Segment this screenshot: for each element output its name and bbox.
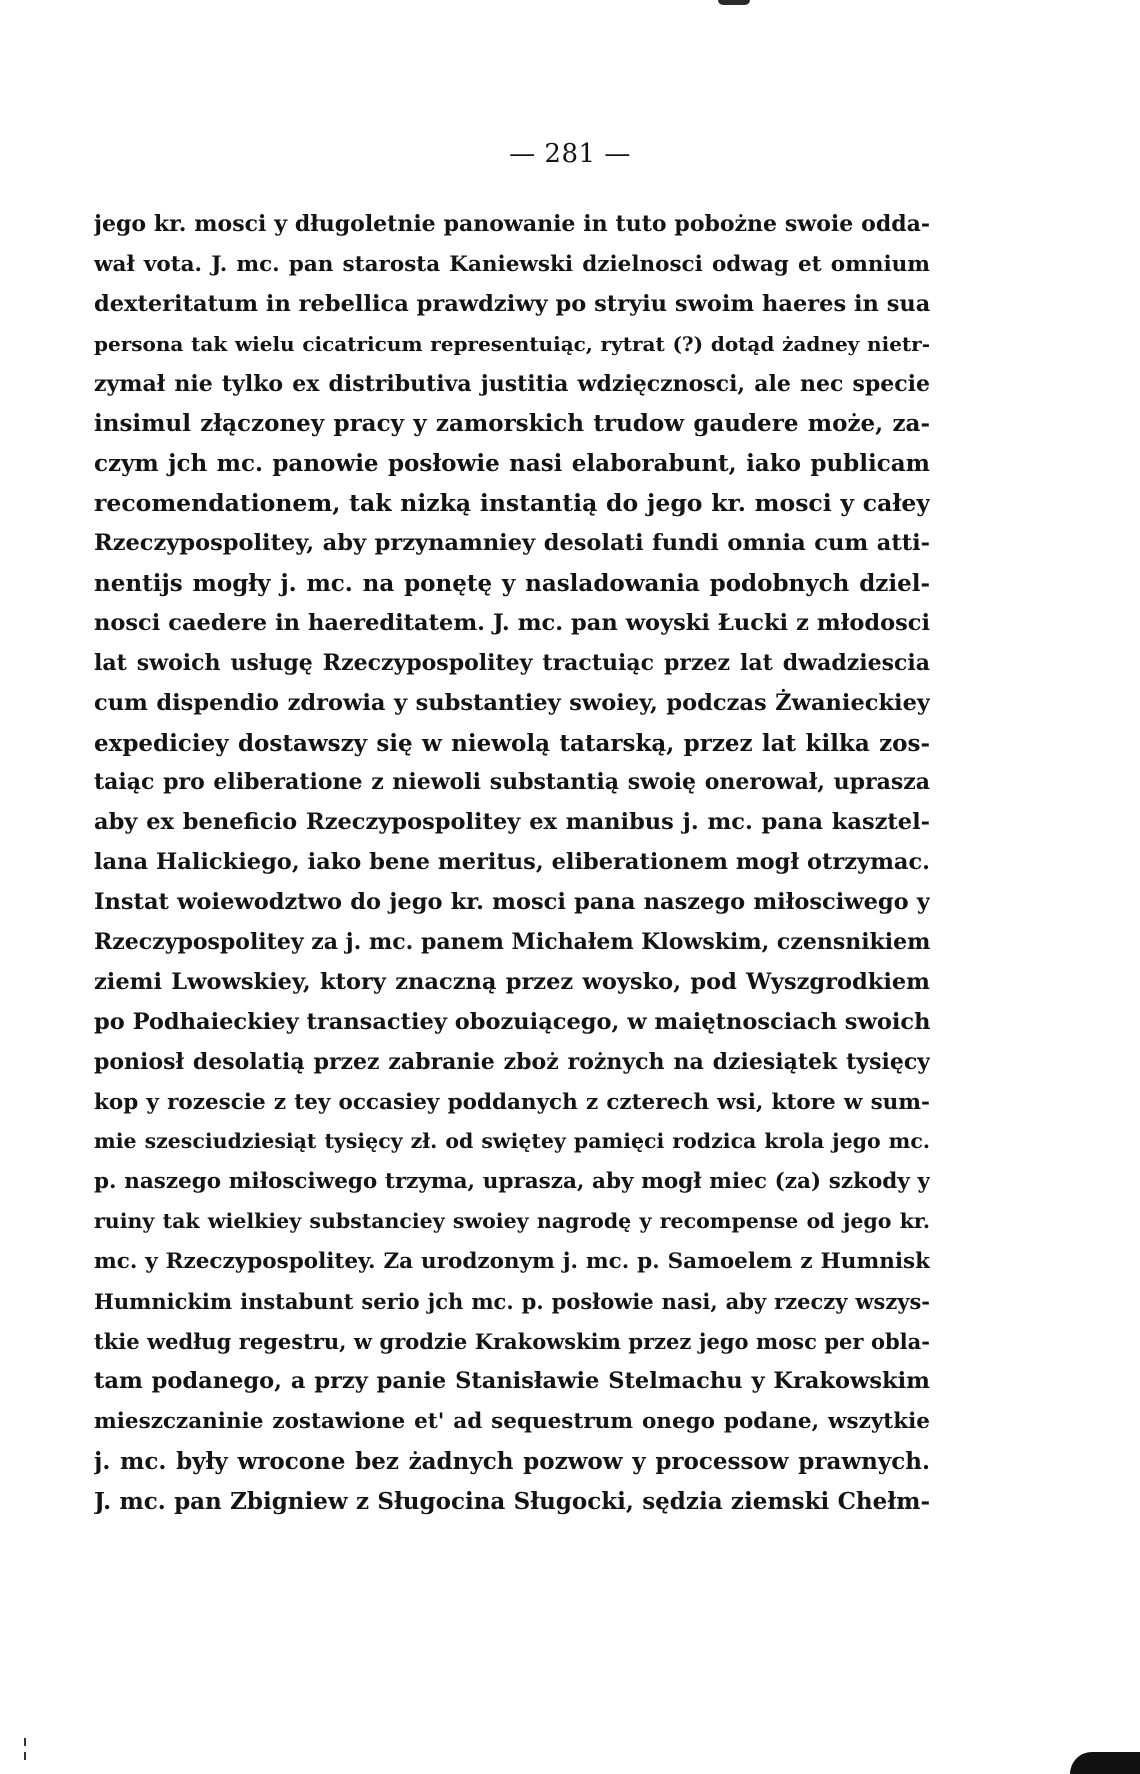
text-line: j. mc. były wrocone bez żadnych pozwow y processow prawnych.	[94, 1447, 930, 1475]
text-line: Humnickim instabunt serio jch mc. p. posłowie nasi, aby rzeczy wszys-	[94, 1289, 930, 1315]
text-line: mieszczaninie zostawione et' ad sequestrum onego podane, wszytkie	[94, 1408, 930, 1434]
text-line: dexteritatum in rebellica prawdziwy po stryiu swoim haeres in sua	[94, 290, 930, 317]
text-line: cum dispendio zdrowia y substantiey swoiey, podczas Żwanieckiey	[94, 689, 930, 716]
text-line: Rzeczypospolitey, aby przynamniey desolati fundi omnia cum atti-	[94, 530, 930, 557]
text-line: persona tak wielu cicatricum representuiąc, rytrat (?) dotąd żadney nietr-	[94, 331, 930, 356]
text-line: mc. y Rzeczypospolitey. Za urodzonym j. mc. p. Samoelem z Humnisk	[94, 1249, 930, 1275]
text-line: po Podhaieckiey transactiey obozuiącego, w maiętnosciach swoich	[94, 1008, 930, 1035]
scan-artifact-corner	[1070, 1752, 1140, 1774]
text-line: aby ex beneficio Rzeczypospolitey ex manibus j. mc. pana kasztel-	[94, 809, 930, 836]
text-line: lana Halickiego, iako bene meritus, eliberationem mogł otrzymac.	[94, 849, 930, 876]
text-line: wał vota. J. mc. pan starosta Kaniewski dzielnosci odwag et omnium	[94, 251, 930, 277]
text-line: recomendationem, tak nizką instantią do jego kr. mosci y całey	[94, 489, 930, 518]
scan-artifact-left	[24, 1738, 26, 1746]
page-number: — 281 —	[509, 139, 631, 169]
text-line: ziemi Lwowskiey, ktory znaczną przez woysko, pod Wyszgrodkiem	[94, 968, 930, 995]
text-line: tam podanego, a przy panie Stanisławie Stelmachu y Krakowskim	[94, 1367, 930, 1394]
text-line: jego kr. mosci y długoletnie panowanie in tuto pobożne swoie odda-	[94, 211, 930, 237]
text-line: expediciey dostawszy się w niewolą tatarską, przez lat kilka zos-	[94, 729, 930, 757]
body-text	[94, 205, 930, 1521]
text-line: kop y rozescie z tey occasiey poddanych z czterech wsi, ktore w sum-	[94, 1089, 930, 1115]
text-line: poniosł desolatią przez zabranie zboż rożnych na dziesiątek tysięcy	[94, 1048, 930, 1075]
text-line: ruiny tak wielkiey substanciey swoiey nagrodę y recompense od jego kr.	[94, 1209, 930, 1234]
scan-artifact-top	[718, 0, 750, 5]
text-line: J. mc. pan Zbigniew z Sługocina Sługocki, sędzia ziemski Chełm-	[94, 1487, 930, 1515]
text-line: Instat woiewodztwo do jego kr. mosci pana naszego miłosciwego y	[94, 889, 930, 916]
text-line: nentijs mogły j. mc. na ponętę y nasladowania podobnych dziel-	[94, 570, 930, 598]
text-line: lat swoich usługę Rzeczypospolitey tractuiąc przez lat dwadziescia	[94, 649, 930, 676]
text-line: mie szesciudziesiąt tysięcy zł. od swiętey pamięci rodzica krola jego mc.	[94, 1129, 930, 1154]
text-line: insimul złączoney pracy y zamorskich trudow gaudere może, za-	[94, 410, 930, 438]
scan-artifact-left	[24, 1752, 26, 1760]
text-line: tkie według regestru, w grodzie Krakowskim przez jego mosc per oblа-	[94, 1328, 930, 1354]
text-line: nosci caedere in haereditatem. J. mc. pan woyski Łucki z młodosci	[94, 609, 930, 636]
text-line: p. naszego miłosciwego trzyma, uprasza, aby mogł miec (za) szkody y	[94, 1169, 930, 1195]
text-line: czym jch mc. panowie posłowie nasi elaborabunt, iako publicam	[94, 450, 930, 478]
text-line: taiąc pro eliberatione z niewoli substantią swoię onerował, uprasza	[94, 769, 930, 796]
text-line: Rzeczypospolitey za j. mc. panem Michałem Klowskim, czensnikiem	[94, 929, 930, 956]
text-line: zymał nie tylko ex distributiva justitia wdzięcznosci, ale nec specie	[94, 370, 930, 397]
